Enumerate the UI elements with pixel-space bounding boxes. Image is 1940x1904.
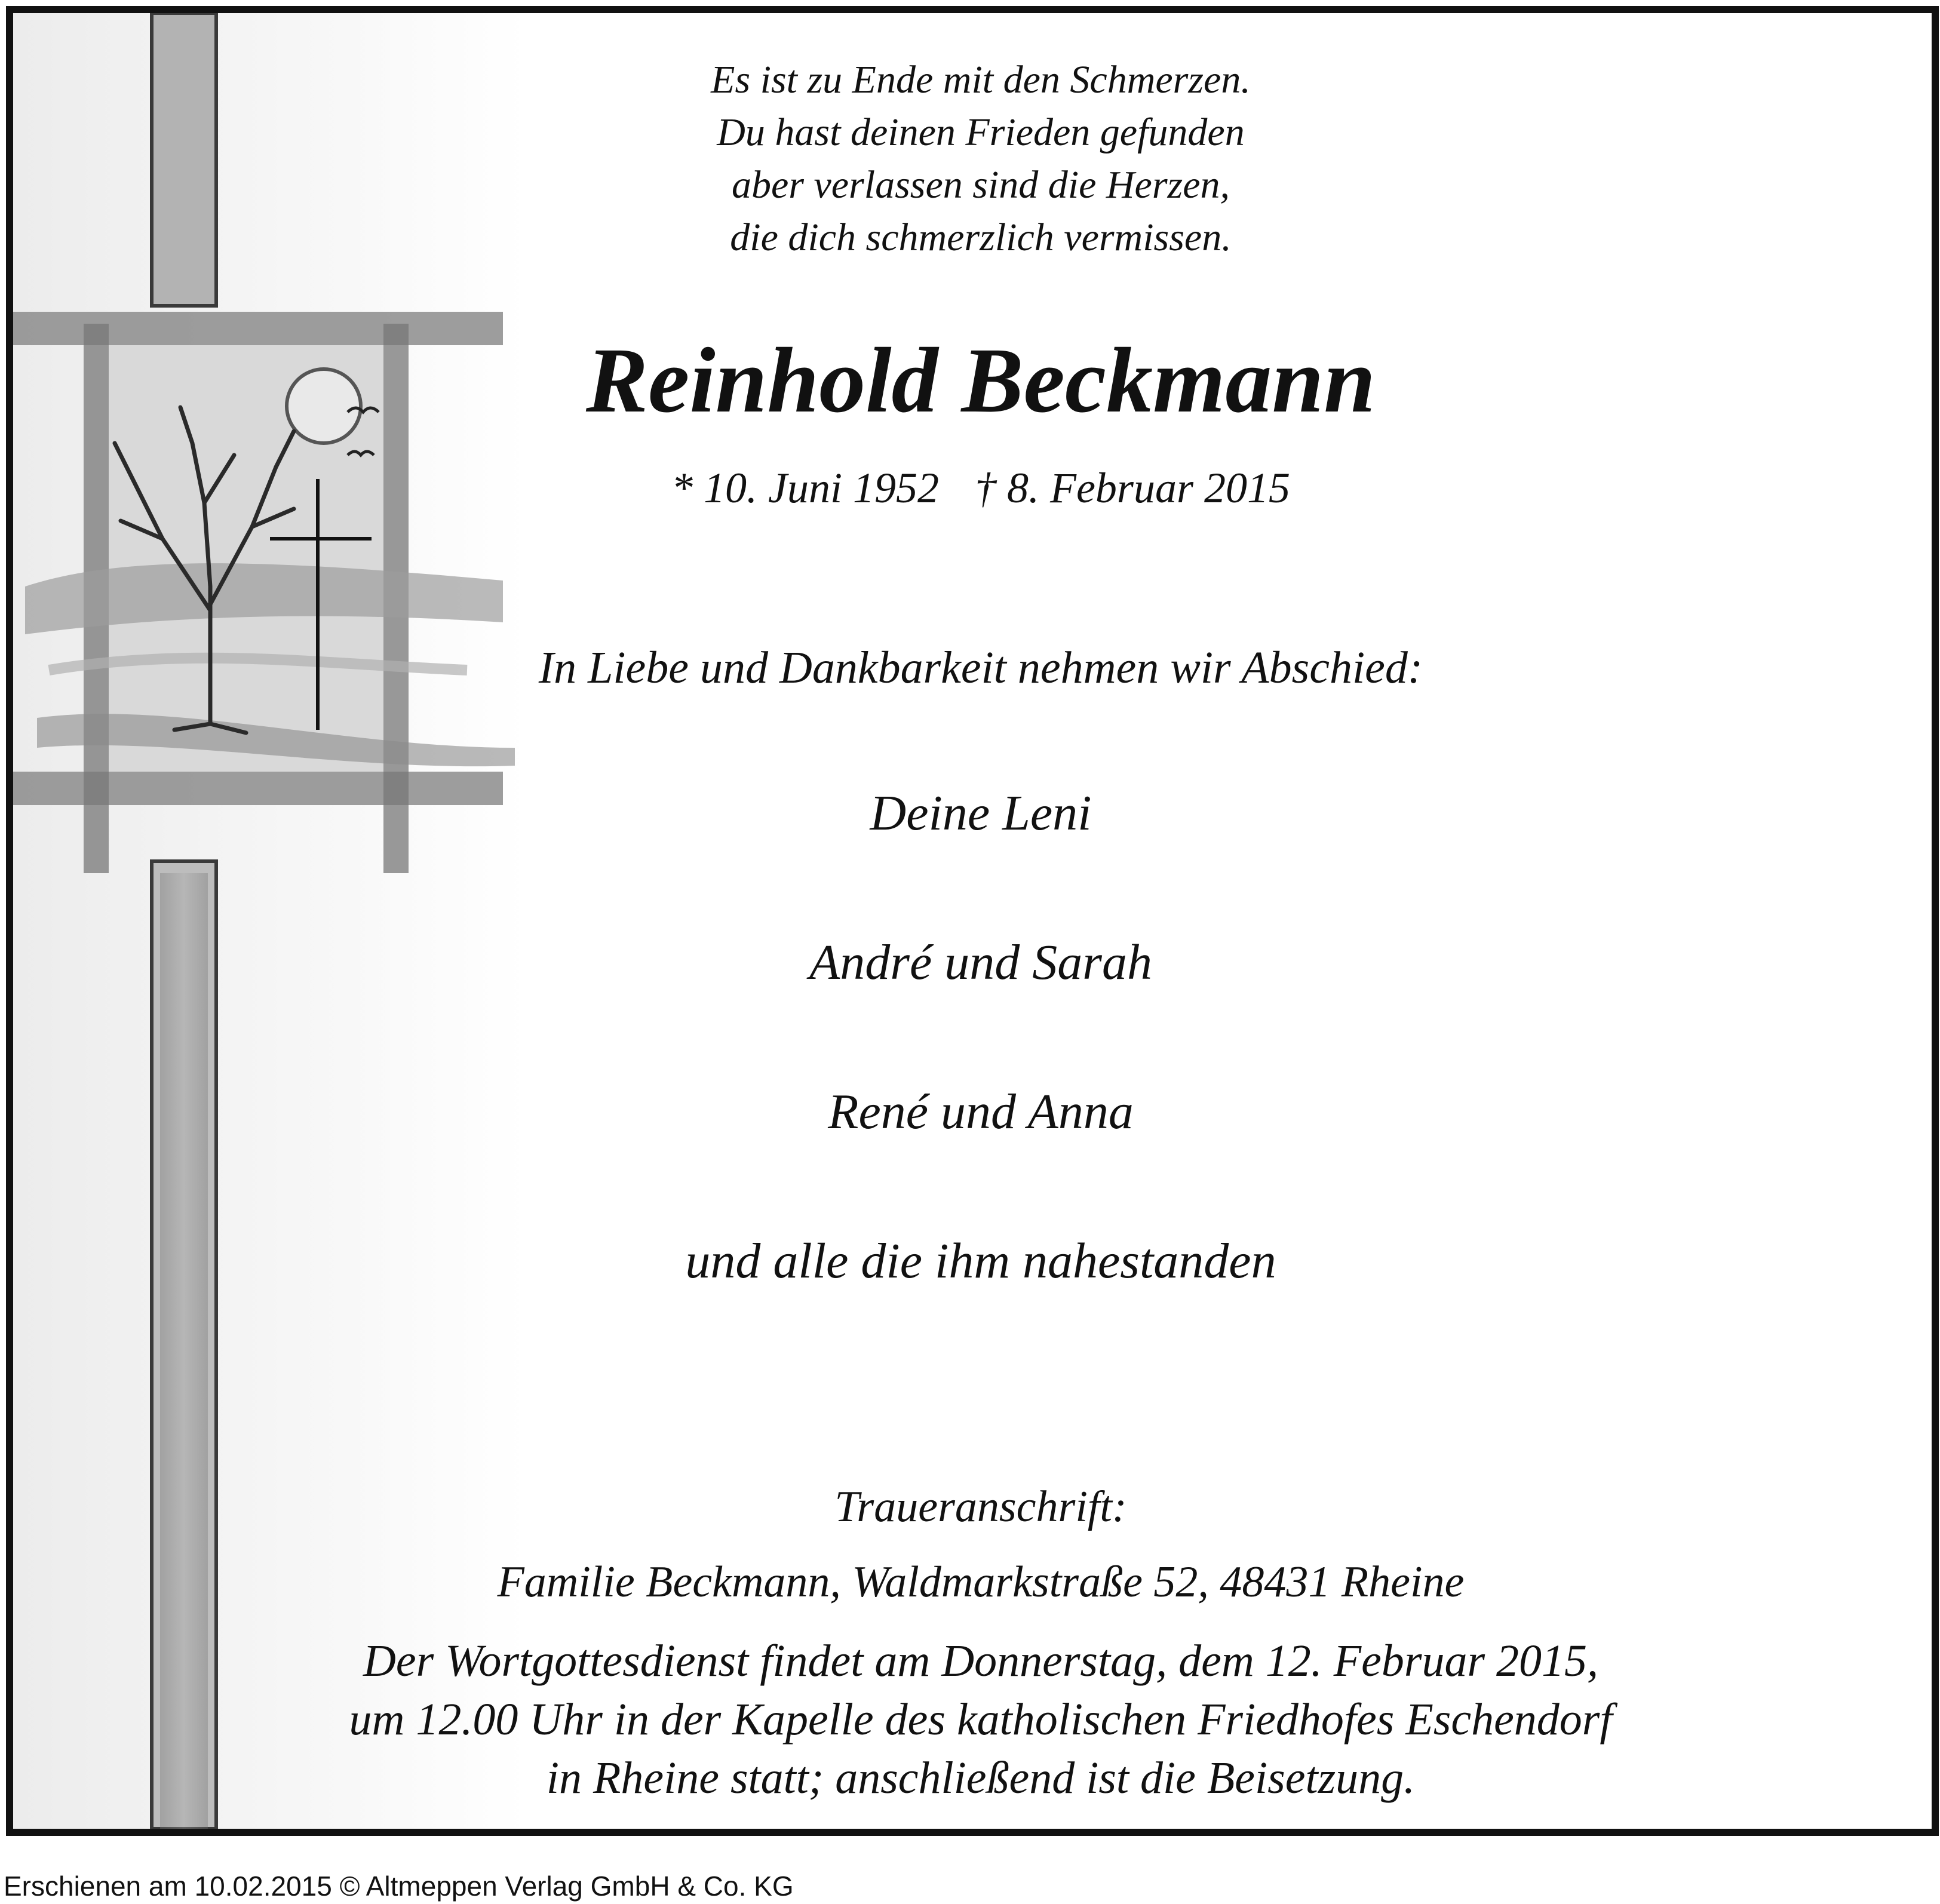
birth-date: * 10. Juni 1952 (671, 464, 939, 512)
death-date: † 8. Februar 2015 (974, 464, 1290, 512)
address-label: Traueranschrift: (834, 1482, 1127, 1531)
life-dates (348, 461, 1614, 515)
farewell-intro: In Liebe und Dankbarkeit nehmen wir Abschied: (538, 643, 1423, 693)
publication-footer: Erschienen am 10.02.2015 © Altmeppen Verlag GmbH & Co. KG (4, 1871, 794, 1902)
obituary-content (348, 13, 1614, 1829)
mourner-line: Deine Leni (870, 785, 1092, 841)
poem-line: die dich schmerzlich vermissen. (730, 216, 1232, 259)
mourning-address (348, 1469, 1614, 1620)
service-line: um 12.00 Uhr in der Kapelle des katholischen Friedhofes Eschendorf (349, 1694, 1613, 1745)
mourner-line: René und Anna (828, 1084, 1134, 1140)
deceased-name: Reinhold Beckmann (586, 328, 1376, 432)
service-line: Der Wortgottesdienst findet am Donnerstag, dem 12. Februar 2015, (363, 1636, 1599, 1686)
poem-line: Du hast deinen Frieden gefunden (717, 110, 1245, 154)
poem-line: aber verlassen sind die Herzen, (731, 163, 1230, 207)
poem-line: Es ist zu Ende mit den Schmerzen. (711, 58, 1251, 102)
poem (348, 54, 1614, 264)
service-notice (348, 1632, 1614, 1807)
mourner-line: und alle die ihm nahestanden (685, 1233, 1276, 1289)
obituary-frame (6, 6, 1939, 1836)
service-line: in Rheine statt; anschließend ist die Beisetzung. (546, 1753, 1416, 1803)
cross-beam-vertical (152, 13, 216, 1829)
address-value: Familie Beckmann, Waldmarkstraße 52, 48431 Rheine (497, 1558, 1465, 1607)
mourner-line: André und Sarah (809, 935, 1152, 990)
